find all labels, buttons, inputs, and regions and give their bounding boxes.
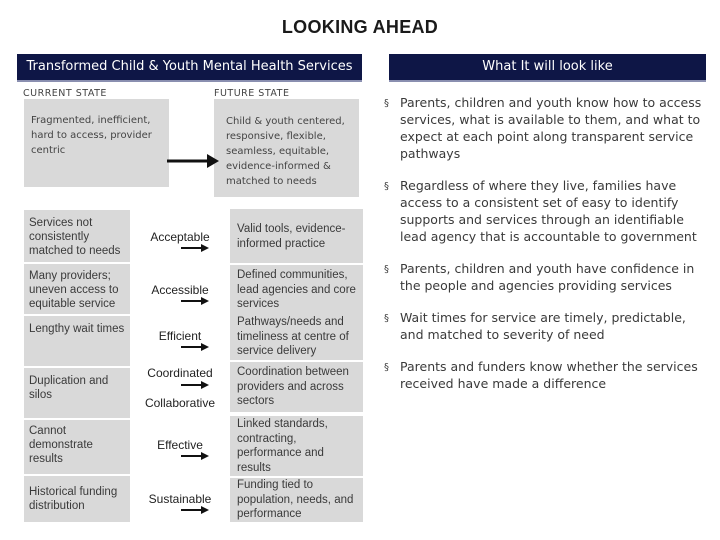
attribute-label: Coordinated [147, 366, 213, 380]
current-item-label: Cannot demonstrate results [29, 425, 93, 465]
arrow-icon [180, 380, 210, 390]
current-item-label: Historical funding distribution [29, 486, 118, 512]
arrow-icon [180, 451, 210, 461]
future-state-text: Child & youth centered, responsive, flexible, seamless, equitable, evidence-informed & matched to needs [226, 116, 345, 187]
outcome-text: Parents and funders know whether the services received have made a difference [400, 359, 698, 391]
current-item-label: Many providers; uneven access to equitable service [29, 270, 119, 310]
current-item-box [24, 420, 130, 474]
outcome-text: Regardless of where they live, families have access to a consistent set of easy to identify supports and services through an identifiable lead agency that is accountable to government [400, 178, 697, 244]
future-item-label: Defined communities, lead agencies and core services [237, 269, 356, 310]
outcome-bullet [384, 309, 706, 343]
bullet-icon: § [384, 181, 389, 192]
outcome-text: Parents, children and youth have confidence in the people and agencies providing services [400, 261, 695, 293]
current-state-label: CURRENT STATE [23, 88, 107, 99]
current-item-box [24, 368, 130, 418]
outcome-text: Parents, children and youth know how to access services, what is available to them, and what to expect at each point along transparent service pathways [400, 95, 702, 161]
bullet-icon: § [384, 98, 389, 109]
arrow-icon [180, 342, 210, 352]
future-item-box [230, 209, 363, 263]
outcomes-list [384, 94, 706, 392]
bullet-icon: § [384, 362, 389, 373]
future-item-label: Coordination between providers and across sectors [237, 366, 349, 407]
transition-arrow-icon [165, 151, 221, 171]
current-state-box [24, 99, 169, 187]
attribute-label: Collaborative [144, 396, 216, 410]
current-item-box [24, 476, 130, 522]
current-item-label: Duplication and silos [29, 375, 109, 401]
outcome-bullet [384, 177, 706, 245]
current-item-box [24, 264, 130, 314]
current-item-box [24, 210, 130, 262]
attribute-label: Sustainable [148, 492, 212, 506]
future-item-label: Valid tools, evidence-informed practice [237, 223, 346, 250]
future-item-box [230, 315, 363, 360]
arrow-icon [180, 296, 210, 306]
future-item-label: Linked standards, contracting, performance and results [237, 418, 328, 474]
current-item-box [24, 316, 130, 366]
current-item-label: Services not consistently matched to needs [29, 217, 121, 257]
attribute-label: Effective [157, 438, 203, 452]
future-item-box [230, 416, 363, 476]
future-item-box [230, 265, 363, 315]
page-title: LOOKING AHEAD [281, 17, 439, 37]
attribute-label: Acceptable [150, 230, 210, 244]
outcome-bullet [384, 94, 706, 162]
future-item-box [230, 362, 363, 412]
current-state-text: Fragmented, inefficient, hard to access, provider centric [31, 115, 152, 156]
left-section-header: Transformed Child & Youth Mental Health Services [17, 54, 362, 82]
outcome-bullet [384, 358, 706, 392]
future-item-label: Funding tied to population, needs, and performance [237, 479, 354, 520]
future-state-box [214, 99, 359, 197]
arrow-icon [180, 243, 210, 253]
future-item-label: Pathways/needs and timeliness at centre of service delivery [237, 316, 349, 357]
future-state-label: FUTURE STATE [214, 88, 290, 99]
outcome-text: Wait times for service are timely, predictable, and matched to severity of need [400, 310, 686, 342]
current-item-label: Lengthy wait times [29, 323, 125, 335]
arrow-icon [180, 505, 210, 515]
attribute-label: Efficient [158, 329, 202, 343]
attribute-label: Accessible [151, 283, 209, 297]
outcome-bullet [384, 260, 706, 294]
bullet-icon: § [384, 313, 389, 324]
bullet-icon: § [384, 264, 389, 275]
future-item-box [230, 478, 363, 522]
right-section-header: What It will look like [389, 54, 706, 82]
